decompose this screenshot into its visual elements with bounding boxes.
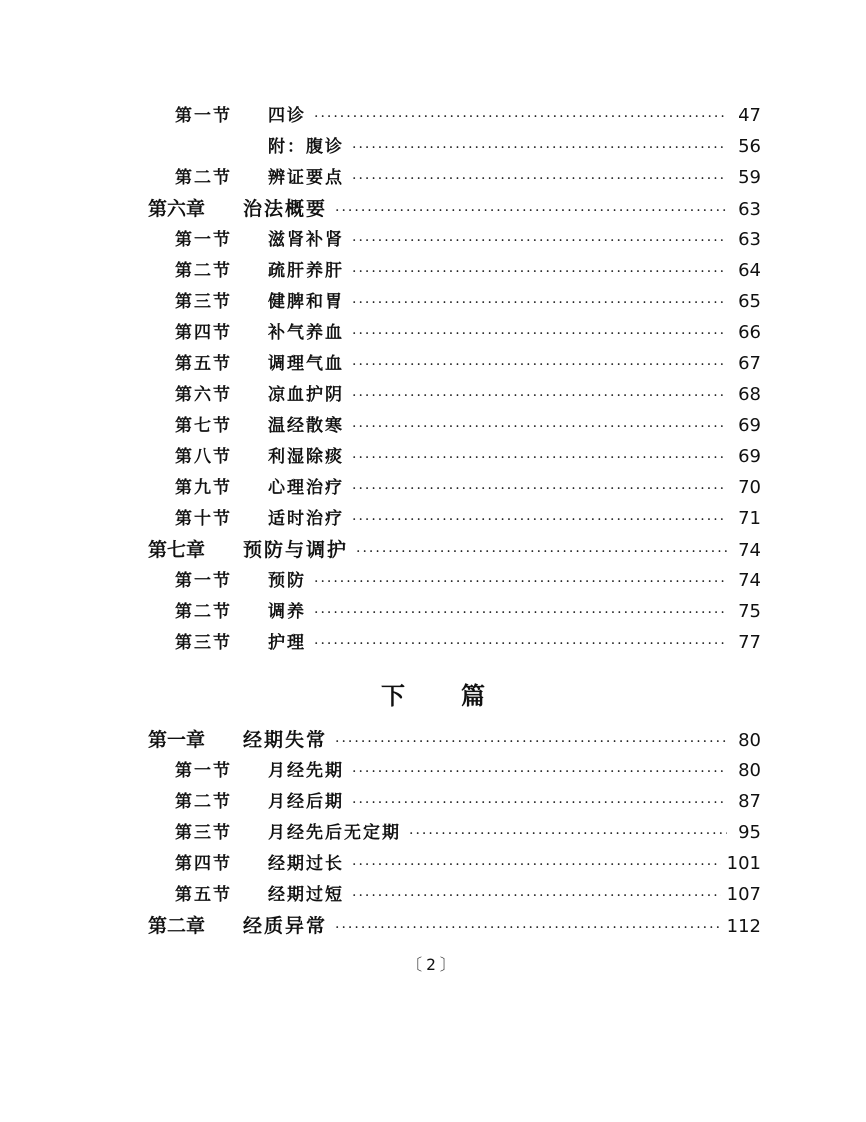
toc-entry-page-number: 69 xyxy=(738,415,761,436)
toc-entry[interactable] xyxy=(148,536,761,564)
toc-entry-label: 第三节 xyxy=(175,292,232,312)
dot-leader xyxy=(352,758,727,786)
toc-entry-page-number: 74 xyxy=(738,570,761,591)
toc-entry-title: 月经先后无定期 xyxy=(268,823,401,843)
dot-leader xyxy=(314,599,727,627)
part-heading xyxy=(0,676,866,711)
toc-entry-title: 经期失常 xyxy=(243,729,328,751)
toc-entry-label: 第二章 xyxy=(148,915,206,937)
dot-leader xyxy=(352,851,721,879)
toc-entry[interactable] xyxy=(175,505,761,533)
toc-entry-title: 补气养血 xyxy=(268,323,344,343)
toc-entry[interactable] xyxy=(175,350,761,378)
toc-entry[interactable] xyxy=(175,412,761,440)
toc-entry-title: 调理气血 xyxy=(268,354,344,374)
dot-leader xyxy=(314,630,727,658)
dot-leader xyxy=(352,289,727,317)
dot-leader xyxy=(352,382,727,410)
toc-entry-title: 护理 xyxy=(268,633,306,653)
toc-entry[interactable] xyxy=(148,912,761,940)
toc-entry-label: 第十节 xyxy=(175,509,232,529)
toc-entry-page-number: 107 xyxy=(726,884,761,905)
dot-leader xyxy=(314,568,727,596)
toc-entry[interactable] xyxy=(175,881,761,909)
dot-leader xyxy=(352,413,727,441)
toc-entry-label: 第三节 xyxy=(175,633,232,653)
toc-entry-label: 第九节 xyxy=(175,478,232,498)
toc-entry-label: 第四节 xyxy=(175,323,232,343)
toc-entry-label: 第一节 xyxy=(175,571,232,591)
dot-leader xyxy=(352,475,727,503)
toc-entry-label: 第五节 xyxy=(175,354,232,374)
toc-entry-title: 温经散寒 xyxy=(268,416,344,436)
toc-entry-page-number: 69 xyxy=(738,446,761,467)
toc-entry-page-number: 47 xyxy=(738,105,761,126)
toc-entry-title: 疏肝养肝 xyxy=(268,261,344,281)
dot-leader xyxy=(409,820,727,848)
toc-entry-label: 第一节 xyxy=(175,230,232,250)
toc-entry-page-number: 59 xyxy=(738,167,761,188)
toc-entry-page-number: 68 xyxy=(738,384,761,405)
toc-entry-title: 经期过长 xyxy=(268,854,344,874)
toc-entry-label: 第四节 xyxy=(175,854,232,874)
toc-entry-label: 第二节 xyxy=(175,168,232,188)
toc-entry[interactable] xyxy=(175,257,761,285)
dot-leader xyxy=(352,134,727,162)
toc-entry-label: 第一节 xyxy=(175,106,232,126)
dot-leader xyxy=(335,914,721,942)
toc-entry-label: 第二节 xyxy=(175,602,232,622)
toc-entry[interactable] xyxy=(175,102,761,130)
toc-entry[interactable] xyxy=(268,133,761,161)
toc-entry-page-number: 101 xyxy=(726,853,761,874)
dot-leader xyxy=(352,789,727,817)
toc-entry-page-number: 87 xyxy=(738,791,761,812)
toc-entry-page-number: 67 xyxy=(738,353,761,374)
toc-entry[interactable] xyxy=(175,629,761,657)
dot-leader xyxy=(314,103,727,131)
toc-entry[interactable] xyxy=(175,319,761,347)
dot-leader xyxy=(356,538,727,566)
toc-entry-label: 第八节 xyxy=(175,447,232,467)
dot-leader xyxy=(335,197,727,225)
dot-leader xyxy=(352,227,727,255)
toc-entry-title: 调养 xyxy=(268,602,306,622)
toc-entry-page-number: 112 xyxy=(726,916,761,937)
toc-entry-label: 第七节 xyxy=(175,416,232,436)
toc-entry-title: 心理治疗 xyxy=(268,478,344,498)
toc-entry-page-number: 71 xyxy=(738,508,761,529)
toc-entry[interactable] xyxy=(175,757,761,785)
part-heading-char-1: 下 xyxy=(381,682,405,710)
toc-entry-title: 经期过短 xyxy=(268,885,344,905)
toc-entry-title: 适时治疗 xyxy=(268,509,344,529)
part-heading-char-2: 篇 xyxy=(461,682,485,710)
toc-entry-page-number: 63 xyxy=(738,229,761,250)
dot-leader xyxy=(352,258,727,286)
toc-entry-label: 第五节 xyxy=(175,885,232,905)
toc-entry-title: 利湿除痰 xyxy=(268,447,344,467)
toc-entry-page-number: 80 xyxy=(738,730,761,751)
toc-entry-page-number: 95 xyxy=(738,822,761,843)
toc-entry-title: 凉血护阴 xyxy=(268,385,344,405)
toc-entry-page-number: 77 xyxy=(738,632,761,653)
toc-entry-page-number: 65 xyxy=(738,291,761,312)
toc-entry-title: 预防与调护 xyxy=(243,539,349,561)
toc-entry[interactable] xyxy=(175,474,761,502)
toc-entry-title: 健脾和胃 xyxy=(268,292,344,312)
toc-entry[interactable] xyxy=(148,195,761,223)
dot-leader xyxy=(352,165,727,193)
toc-entry-page-number: 66 xyxy=(738,322,761,343)
toc-entry[interactable] xyxy=(175,788,761,816)
toc-entry[interactable] xyxy=(175,164,761,192)
toc-entry-title: 预防 xyxy=(268,571,306,591)
toc-entry-label: 第七章 xyxy=(148,539,206,561)
toc-entry[interactable] xyxy=(175,443,761,471)
dot-leader xyxy=(352,444,727,472)
toc-entry-page-number: 75 xyxy=(738,601,761,622)
toc-entry[interactable] xyxy=(148,726,761,754)
toc-entry[interactable] xyxy=(175,288,761,316)
toc-entry-title: 经质异常 xyxy=(243,915,328,937)
toc-entry-title: 治法概要 xyxy=(243,198,328,220)
toc-entry[interactable] xyxy=(175,381,761,409)
toc-entry-label: 第一节 xyxy=(175,761,232,781)
dot-leader xyxy=(352,506,727,534)
toc-entry-title: 四诊 xyxy=(268,106,306,126)
toc-entry-title: 月经先期 xyxy=(268,761,344,781)
toc-entry-label: 第二节 xyxy=(175,792,232,812)
toc-entry-page-number: 80 xyxy=(738,760,761,781)
toc-entry[interactable] xyxy=(175,567,761,595)
toc-entry-page-number: 64 xyxy=(738,260,761,281)
toc-entry-page-number: 56 xyxy=(738,136,761,157)
toc-entry-page-number: 70 xyxy=(738,477,761,498)
toc-entry-title: 附：腹诊 xyxy=(268,137,344,157)
dot-leader xyxy=(352,351,727,379)
toc-entry-label: 第三节 xyxy=(175,823,232,843)
toc-entry-page-number: 74 xyxy=(738,540,761,561)
dot-leader xyxy=(335,728,727,756)
toc-entry-label: 第六节 xyxy=(175,385,232,405)
toc-entry[interactable] xyxy=(175,598,761,626)
toc-entry[interactable] xyxy=(175,850,761,878)
toc-entry[interactable] xyxy=(175,226,761,254)
toc-entry-label: 第一章 xyxy=(148,729,206,751)
dot-leader xyxy=(352,320,727,348)
toc-entry-label: 第六章 xyxy=(148,198,206,220)
toc-entry-title: 滋肾补肾 xyxy=(268,230,344,250)
toc-entry-label: 第二节 xyxy=(175,261,232,281)
toc-entry[interactable] xyxy=(175,819,761,847)
dot-leader xyxy=(352,882,721,910)
toc-entry-page-number: 63 xyxy=(738,199,761,220)
toc-entry-title: 辨证要点 xyxy=(268,168,344,188)
page-number-footer: 〔2〕 xyxy=(406,955,460,974)
toc-entry-title: 月经后期 xyxy=(268,792,344,812)
